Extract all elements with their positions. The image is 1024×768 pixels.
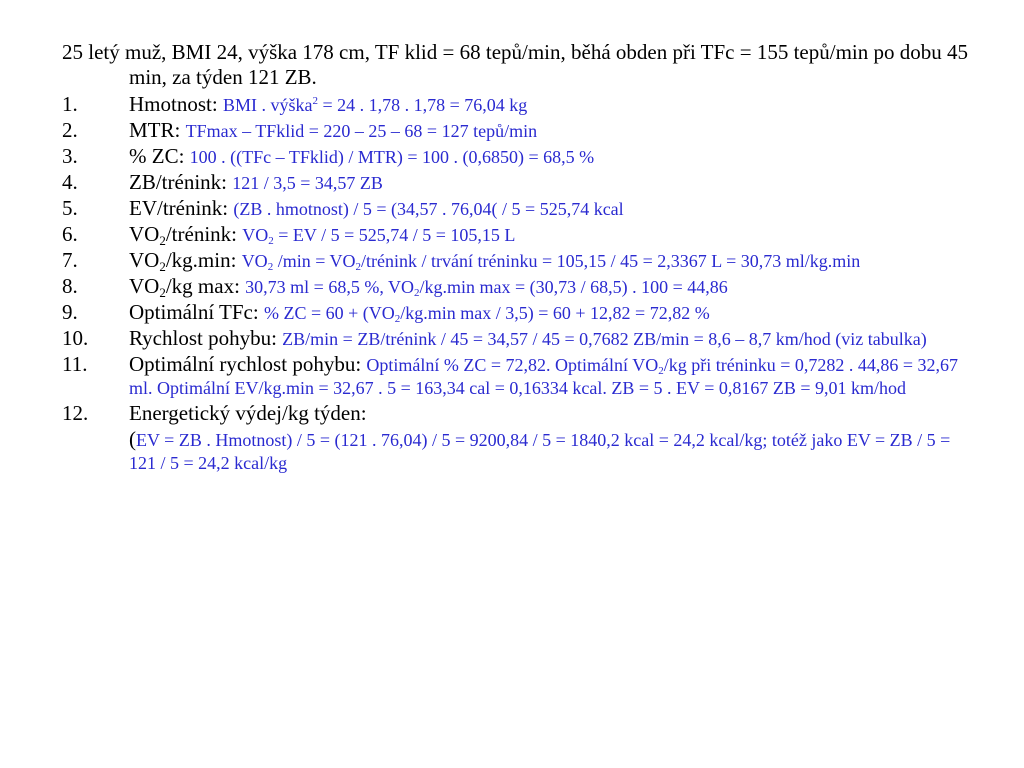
calc-text: = EV / 5 = 525,74 / 5 = 105,15 L [273, 225, 516, 245]
label-text: VO [129, 248, 160, 272]
intro-paragraph: 25 letý muž, BMI 24, výška 178 cm, TF klid = 68 tepů/min, běhá obden při TFc = 155 tepů/min po dobu 45 min, za týden 121 ZB. [62, 40, 969, 89]
item-calculation: ZB/min = ZB/trénink / 45 = 34,57 / 45 = 0,7682 ZB/min = 8,6 – 8,7 km/hod (viz tabulka) [282, 329, 927, 349]
list-item-9 [62, 301, 972, 324]
list-item-6 [62, 223, 972, 246]
item-label: Optimální rychlost pohybu: [129, 352, 367, 376]
label-text: /kg max: [165, 274, 246, 298]
calc-text: /min = VO [273, 251, 356, 271]
item-number: 6. [62, 222, 78, 246]
item-calculation: TFmax – TFklid = 220 – 25 – 68 = 127 tepů/min [185, 121, 538, 141]
subscript: 2 [159, 285, 166, 300]
item-number: 12. [62, 401, 89, 425]
item-number: 4. [62, 170, 78, 194]
calc-text: /kg.min max / 3,5) = 60 + 12,82 = 72,82 % [400, 303, 710, 323]
item-calculation [242, 225, 515, 245]
label-text: VO [129, 274, 160, 298]
item-calculation [242, 251, 861, 271]
calc-text: /trénink / trvání tréninku = 105,15 / 45 = 2,3367 L = 30,73 ml/kg.min [361, 251, 861, 271]
item-12-continuation [62, 428, 972, 474]
list-item-1 [62, 93, 972, 116]
item-calculation: 100 . ((TFc – TFklid) / MTR) = 100 . (0,6850) = 68,5 % [189, 147, 595, 167]
subscript: 2 [658, 365, 664, 377]
item-label: MTR: [129, 118, 186, 142]
item-number: 9. [62, 300, 78, 324]
calc-text: 30,73 ml = 68,5 %, VO [245, 277, 414, 297]
calc-text: /kg.min max = (30,73 / 68,5) . 100 = 44,86 [419, 277, 728, 297]
item-calculation [264, 303, 710, 323]
subscript: 2 [394, 313, 401, 325]
item-calculation: (ZB . hmotnost) / 5 = (34,57 . 76,04( / 5 = 525,74 kcal [233, 199, 624, 219]
label-text: /trénink: [165, 222, 243, 246]
item-label: % ZC: [129, 144, 190, 168]
item-label: Optimální TFc: [129, 300, 264, 324]
item-label [129, 222, 242, 246]
item-label: Hmotnost: [129, 92, 223, 116]
list-item-8 [62, 275, 972, 298]
subscript: 2 [355, 261, 362, 273]
calc-text: VO [241, 251, 268, 271]
item-label [129, 274, 245, 298]
item-number: 7. [62, 248, 78, 272]
item-calculation: EV = ZB . Hmotnost) / 5 = (121 . 76,04) / 5 = 9200,84 / 5 = 1840,2 kcal = 24,2 kcal/kg; totéž jako EV = ZB / 5 = 121 / 5 = 24,2 kcal/kg [129, 430, 951, 473]
list-item-7 [62, 249, 972, 272]
item-calculation: 121 / 3,5 = 34,57 ZB [232, 173, 383, 193]
item-number: 8. [62, 274, 78, 298]
subscript: 2 [159, 259, 166, 274]
list-item-10 [62, 327, 972, 350]
subscript: 2 [267, 261, 274, 273]
calc-text: = 24 . 1,78 . 1,78 = 76,04 kg [317, 95, 528, 115]
label-text: VO [129, 222, 160, 246]
calc-text: BMI . výška [222, 95, 313, 115]
list-item-11 [62, 353, 972, 399]
item-label: Energetický výdej/kg týden: [129, 401, 367, 425]
item-label: Rychlost pohybu: [129, 326, 283, 350]
calc-text: Optimální % ZC = 72,82. Optimální VO [366, 355, 659, 375]
item-label: EV/trénink: [129, 196, 234, 220]
item-number: 10. [62, 326, 89, 350]
list-item-5 [62, 197, 972, 220]
list-item-2 [62, 119, 972, 142]
calc-text: /kg při tréninku = 0,7282 . 44,86 = 32,67 ml. Optimální EV/kg.min = 32,67 . 5 = 163,34 cal = 0,16334 kcal. ZB = 5 . EV = 0,8167 ZB = 9,01 km/hod [129, 355, 959, 398]
open-paren: ( [129, 427, 136, 451]
list-item-4 [62, 171, 972, 194]
label-text: /kg.min: [165, 248, 242, 272]
item-label [129, 248, 242, 272]
superscript: 2 [312, 95, 318, 107]
item-number: 1. [62, 92, 78, 116]
item-number: 2. [62, 118, 78, 142]
item-label: ZB/trénink: [129, 170, 233, 194]
item-number: 3. [62, 144, 78, 168]
list-item-12 [62, 402, 972, 424]
item-calculation [223, 95, 527, 115]
subscript: 2 [268, 235, 274, 247]
calc-text: VO [242, 225, 269, 245]
subscript: 2 [159, 233, 166, 248]
subscript: 2 [414, 287, 420, 299]
item-number: 5. [62, 196, 78, 220]
item-number: 11. [62, 352, 88, 376]
item-calculation [245, 277, 728, 297]
slide-content [62, 40, 972, 474]
calc-text: % ZC = 60 + (VO [263, 303, 395, 323]
list-item-3 [62, 145, 972, 168]
